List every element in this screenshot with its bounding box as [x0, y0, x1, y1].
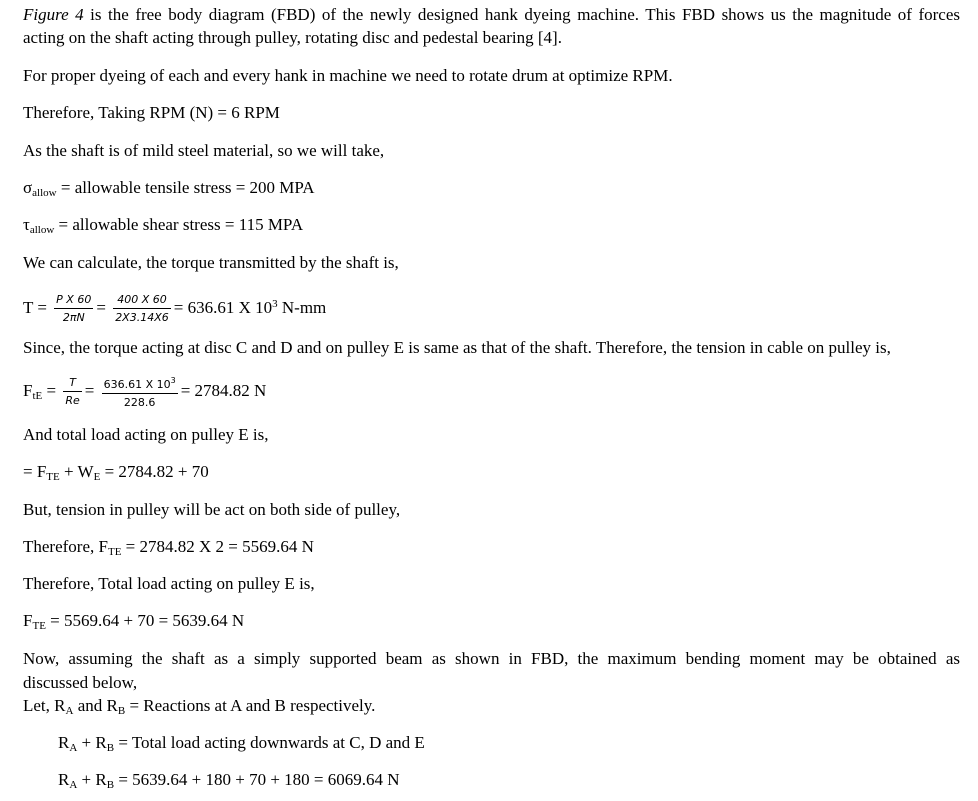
- figure-reference: Figure 4: [23, 5, 84, 24]
- allowable-shear-stress: $\tau_{allow}$ = allowable shear stress = 115 MPA: [23, 215, 304, 236]
- fraction-torque-over-radius: $\frac{T}{Re}$: [65, 376, 80, 408]
- paragraph-total-load-intro: And total load acting on pulley E is,: [23, 425, 269, 444]
- equation-total-load: = $F_{TE} + W_E = 2784.82 + 70$: [23, 462, 209, 483]
- equation-reaction-sum: $R_A + R_B$ = Total load acting downwards at C, D and E: [58, 733, 425, 754]
- fraction-numeric-torque: $\frac{400 X 60}{2X3.14X6}$: [115, 293, 169, 325]
- paragraph-intro-line2: acting on the shaft acting through pulley, rotating disc and pedestal bearing [4].: [23, 28, 562, 47]
- equation-doubled-tension: Therefore, $F_{TE} = 2784.82$ X 2 = 5569.64 N: [23, 537, 314, 558]
- paragraph-both-sides: But, tension in pulley will be act on both side of pulley,: [23, 500, 401, 519]
- paragraph-total-load-pulley: Therefore, Total load acting on pulley E is,: [23, 574, 315, 593]
- equation-total-load-pulley: $F_{TE} = 5569.64 + 70 = 5639.64$ N: [23, 611, 245, 632]
- paragraph-beam-assumption: Now, assuming the shaft as a simply supported beam as shown in FBD, the maximum bending moment may be obtained as: [23, 649, 960, 668]
- paragraph-rpm-value: Therefore, Taking RPM (N) = 6 RPM: [23, 103, 280, 122]
- paragraph-rpm-intro: For proper dyeing of each and every hank in machine we need to rotate drum at optimize RPM.: [23, 66, 673, 85]
- paragraph-tension-intro: Since, the torque acting at disc C and D and on pulley E is same as that of the shaft. Therefore, the tension in cable on pulley is,: [23, 338, 891, 357]
- paragraph-torque-intro: We can calculate, the torque transmitted by the shaft is,: [23, 253, 399, 272]
- paragraph-reactions-definition: Let, $R_A$ and $R_B$ = Reactions at A and B respectively.: [23, 696, 376, 717]
- fraction-numeric-tension: $\frac{636.61 X 10^3}{228.6}$: [103, 376, 176, 410]
- fraction-power-over-speed: $\frac{\text{P X 60}}{2\pi N}$: [56, 293, 92, 325]
- paragraph-beam-assumption-line2: discussed below,: [23, 673, 138, 692]
- equation-tension: $F_{tE}$ = $\frac{T}{Re}$ = $\frac{636.61 X 10^3}{228.6}$ = 2784.82 N: [23, 376, 267, 410]
- equation-reaction-sum-value: $R_A + R_B = 5639.64 + 180 + 70 + 180 = 6069.64$ N: [58, 770, 400, 791]
- equation-torque: T = $\frac{\text{P X 60}}{2\pi N}$ = $\frac{400 X 60}{2X3.14X6}$ = 636.61 X $10^3$ N-mm: [23, 293, 327, 325]
- allowable-tensile-stress: $\sigma_{allow}$ = allowable tensile stress = 200 MPA: [23, 178, 315, 199]
- paragraph-intro: Figure 4 is the free body diagram (FBD) of the newly designed hank dyeing machine. This FBD shows us the magnitude of forces: [23, 5, 960, 24]
- paragraph-material: As the shaft is of mild steel material, so we will take,: [23, 141, 385, 160]
